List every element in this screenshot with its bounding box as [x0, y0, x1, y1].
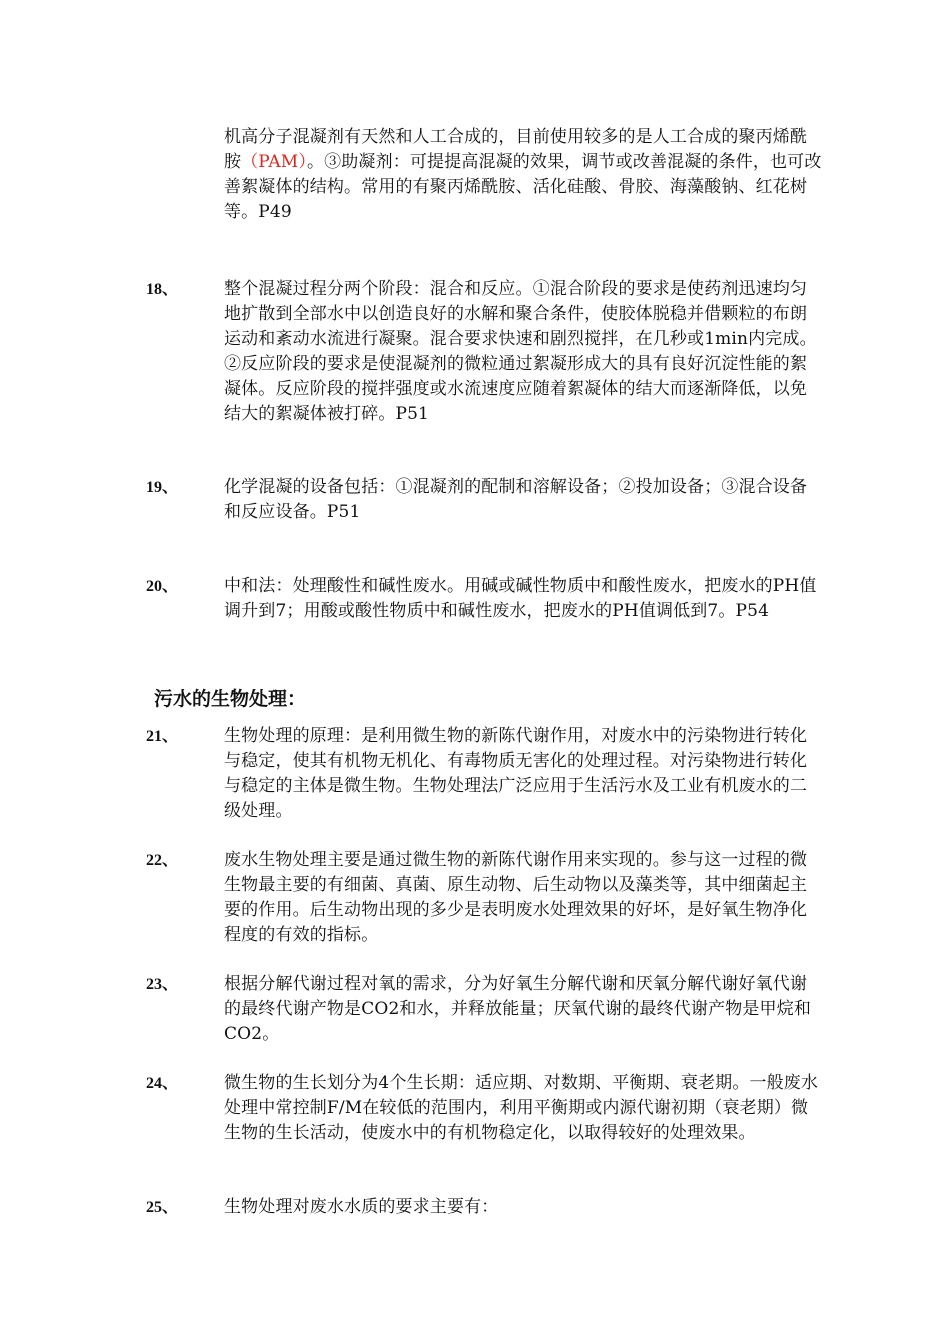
item-text: 化学混凝的设备包括：①混凝剂的配制和溶解设备；②投加设备；③混合设备和反应设备。P51 — [224, 477, 808, 522]
item-number: 19、 — [146, 479, 179, 496]
item-text: 废水生物处理主要是通过微生物的新陈代谢作用来实现的。参与这一过程的微生物最主要的有细菌、真菌、原生动物、后生动物以及藻类等，其中细菌起主要的作用。后生动物出现的多少是表明废水处理效果的好坏，是好氧生物净化程度的有效的指标。 — [224, 850, 808, 945]
item-number: 24、 — [146, 1075, 179, 1092]
item-text: 生物处理的原理：是利用微生物的新陈代谢作用，对废水中的污染物进行转化与稳定，使其有机物无机化、有毒物质无害化的处理过程。对污染物进行转化与稳定的主体是微生物。生物处理法广泛应用于生活污水及工业有机废水的二级处理。 — [224, 726, 808, 821]
item-text: 根据分解代谢过程对氧的需求，分为好氧生分解代谢和厌氧分解代谢好氧代谢的最终代谢产物是CO2和水，并释放能量；厌氧代谢的最终代谢产物是甲烷和CO2。 — [224, 974, 812, 1044]
item-text: 整个混凝过程分两个阶段：混合和反应。①混合阶段的要求是使药剂迅速均匀地扩散到全部水中以创造良好的水解和聚合条件，使胶体脱稳并借颗粒的布朗运动和紊动水流进行凝聚。混合要求快速和剧烈搅拌，在几秒或1min内完成。②反应阶段的要求是使混凝剂的微粒通过絮凝形成大的具有良好沉淀性能的絮凝体。反应阶段的搅拌强度或水流速度应随着絮凝体的结大而逐渐降低，以免结大的絮凝体被打碎。P51 — [224, 279, 817, 424]
continuation-paragraph — [224, 125, 822, 225]
section-heading: 污水的生物处理： — [154, 688, 307, 710]
continuation-text-before: 机高分子混凝剂有天然和人工合成的，目前使用较多的是人工合成的聚丙烯酰胺 — [224, 127, 808, 172]
item-text: 中和法：处理酸性和碱性废水。用碱或碱性物质中和酸性废水，把废水的PH值调升到7；用酸或酸性物质中和碱性废水，把废水的PH值调低到7。P54 — [224, 576, 817, 621]
item-text: 生物处理对废水水质的要求主要有： — [224, 1197, 499, 1217]
continuation-text-after: 。③助凝剂：可提提高混凝的效果，调节或改善混凝的条件，也可改善絮凝体的结构。常用的有聚丙烯酰胺、活化硅酸、骨胶、海藻酸钠、红花树等。P49 — [224, 152, 822, 222]
item-number: 20、 — [146, 578, 179, 595]
item-text: 微生物的生长划分为4个生长期：适应期、对数期、平衡期、衰老期。一般废水处理中常控制F/M在较低的范围内，利用平衡期或内源代谢初期（衰老期）微生物的生长活动，使废水中的有机物稳定化，以取得较好的处理效果。 — [224, 1073, 819, 1143]
item-number: 23、 — [146, 976, 179, 993]
item-number: 21、 — [146, 728, 179, 745]
item-number: 22、 — [146, 852, 179, 869]
item-number: 25、 — [146, 1199, 179, 1216]
item-number: 18、 — [146, 281, 179, 298]
pam-highlight: （PAM） — [241, 152, 307, 172]
